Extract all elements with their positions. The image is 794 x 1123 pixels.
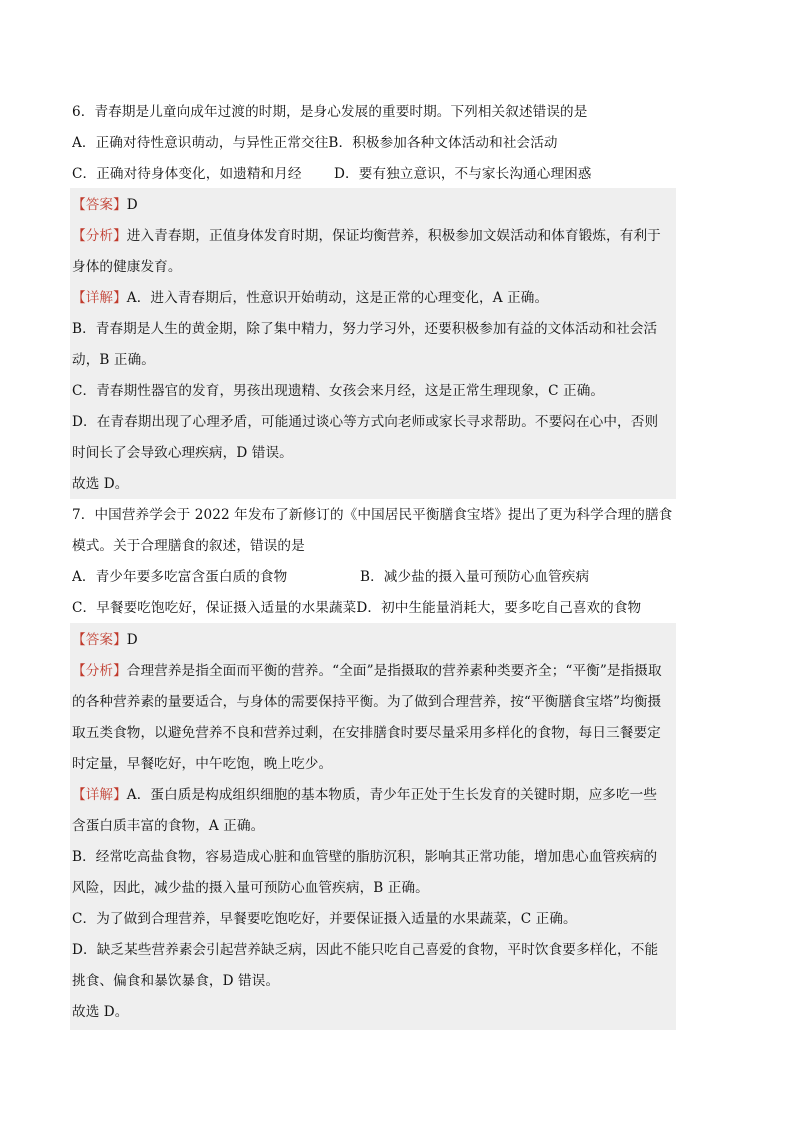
question-7-answer bbox=[72, 630, 678, 650]
answer-tag: 【答案】 bbox=[72, 632, 127, 648]
question-6-conclusion: 故选 D。 bbox=[72, 476, 129, 492]
question-7-detail-d: D．缺乏某些营养素会引起营养缺乏病，因此不能只吃自己喜爱的食物，平时饮食要多样化，不能 bbox=[72, 942, 659, 958]
question-7-options-ab bbox=[72, 567, 678, 587]
answer-value: D bbox=[126, 197, 138, 213]
question-7-detail bbox=[72, 785, 678, 805]
question-7-detail-a-cont: 含蛋白质丰富的食物，A 正确。 bbox=[72, 818, 265, 834]
question-6-stem: 6．青春期是儿童向成年过渡的时期，是身心发展的重要时期。下列相关叙述错误的是 bbox=[72, 104, 588, 120]
analysis-text: 合理营养是指全面而平衡的营养。“全面”是指摄取的营养素种类要齐全；“平衡”是指摄取 bbox=[126, 663, 662, 679]
question-6-option-b: B．积极参加各种文体活动和社会活动 bbox=[328, 135, 558, 151]
detail-text: A．进入青春期后，性意识开始萌动，这是正常的心理变化，A 正确。 bbox=[126, 290, 549, 306]
detail-tag: 【详解】 bbox=[72, 787, 127, 803]
question-7-stem: 7．中国营养学会于 2022 年发布了新修订的《中国居民平衡膳食宝塔》提出了更为科学合理的膳食 bbox=[72, 507, 673, 523]
question-6-options-ab bbox=[72, 133, 678, 153]
question-6-option-d: D．要有独立意识，不与家长沟通心理困惑 bbox=[334, 166, 592, 182]
question-7-option-b: B．减少盐的摄入量可预防心血管疾病 bbox=[360, 569, 590, 585]
question-7-option-c: C．早餐要吃饱吃好，保证摄入适量的水果蔬菜 bbox=[72, 600, 357, 616]
question-6-option-c: C．正确对待身体变化，如遗精和月经 bbox=[72, 166, 302, 182]
question-6-detail-b: B．青春期是人生的黄金期，除了集中精力，努力学习外，还要积极参加有益的文体活动和社会活 bbox=[72, 321, 658, 337]
question-6-detail-d-cont: 时间长了会导致心理疾病，D 错误。 bbox=[72, 445, 293, 461]
question-7-detail-c: C．为了做到合理营养，早餐要吃饱吃好，并要保证摄入适量的水果蔬菜，C 正确。 bbox=[72, 911, 577, 927]
question-7-analysis-2: 的各种营养素的量要适合，与身体的需要保持平衡。为了做到合理营养，按“平衡膳食宝塔”均衡摄 bbox=[72, 694, 662, 710]
question-6-detail-d: D．在青春期出现了心理矛盾，可能通过谈心等方式向老师或家长寻求帮助。不要闷在心中，否则 bbox=[72, 414, 659, 430]
question-6-detail-c: C．青春期性器官的发育，男孩出现遗精、女孩会来月经，这是正常生理现象，C 正确。 bbox=[72, 383, 605, 399]
answer-tag: 【答案】 bbox=[72, 197, 127, 213]
detail-text: A．蛋白质是构成组织细胞的基本物质，青少年正处于生长发育的关键时期，应多吃一些 bbox=[126, 787, 658, 803]
question-7-option-d: D．初中生能量消耗大，要多吃自己喜欢的食物 bbox=[356, 600, 642, 616]
question-7-conclusion: 故选 D。 bbox=[72, 1004, 129, 1020]
question-7-detail-d-cont: 挑食、偏食和暴饮暴食，D 错误。 bbox=[72, 973, 280, 989]
question-6-options-cd bbox=[72, 164, 678, 184]
question-7-option-a: A．青少年要多吃富含蛋白质的食物 bbox=[72, 569, 288, 585]
answer-value: D bbox=[126, 632, 138, 648]
question-6-analysis-cont: 身体的健康发育。 bbox=[72, 259, 182, 275]
analysis-tag: 【分析】 bbox=[72, 663, 127, 679]
question-6-detail bbox=[72, 288, 678, 308]
question-7-analysis-3: 取五类食物，以避免营养不良和营养过剩，在安排膳食时要尽量采用多样化的食物，每日三餐要定 bbox=[72, 725, 661, 741]
question-6-detail-b-cont: 动，B 正确。 bbox=[72, 352, 155, 368]
question-7-options-cd bbox=[72, 598, 678, 618]
analysis-text: 进入青春期，正值身体发育时期，保证均衡营养，积极参加文娱活动和体育锻炼，有利于 bbox=[126, 228, 661, 244]
question-7-analysis bbox=[72, 661, 678, 681]
detail-tag: 【详解】 bbox=[72, 290, 127, 306]
question-7-stem-cont: 模式。关于合理膳食的叙述，错误的是 bbox=[72, 538, 305, 554]
question-6-analysis bbox=[72, 226, 678, 246]
question-7-detail-b-cont: 风险，因此，减少盐的摄入量可预防心血管疾病，B 正确。 bbox=[72, 880, 429, 896]
analysis-tag: 【分析】 bbox=[72, 228, 127, 244]
question-6-answer bbox=[72, 195, 678, 215]
question-6-option-a: A．正确对待性意识萌动，与异性正常交往 bbox=[72, 135, 329, 151]
question-7-detail-b: B．经常吃高盐食物，容易造成心脏和血管壁的脂肪沉积，影响其正常功能，增加患心血管疾病的 bbox=[72, 849, 658, 865]
question-7-analysis-4: 时定量，早餐吃好，中午吃饱，晚上吃少。 bbox=[72, 756, 333, 772]
